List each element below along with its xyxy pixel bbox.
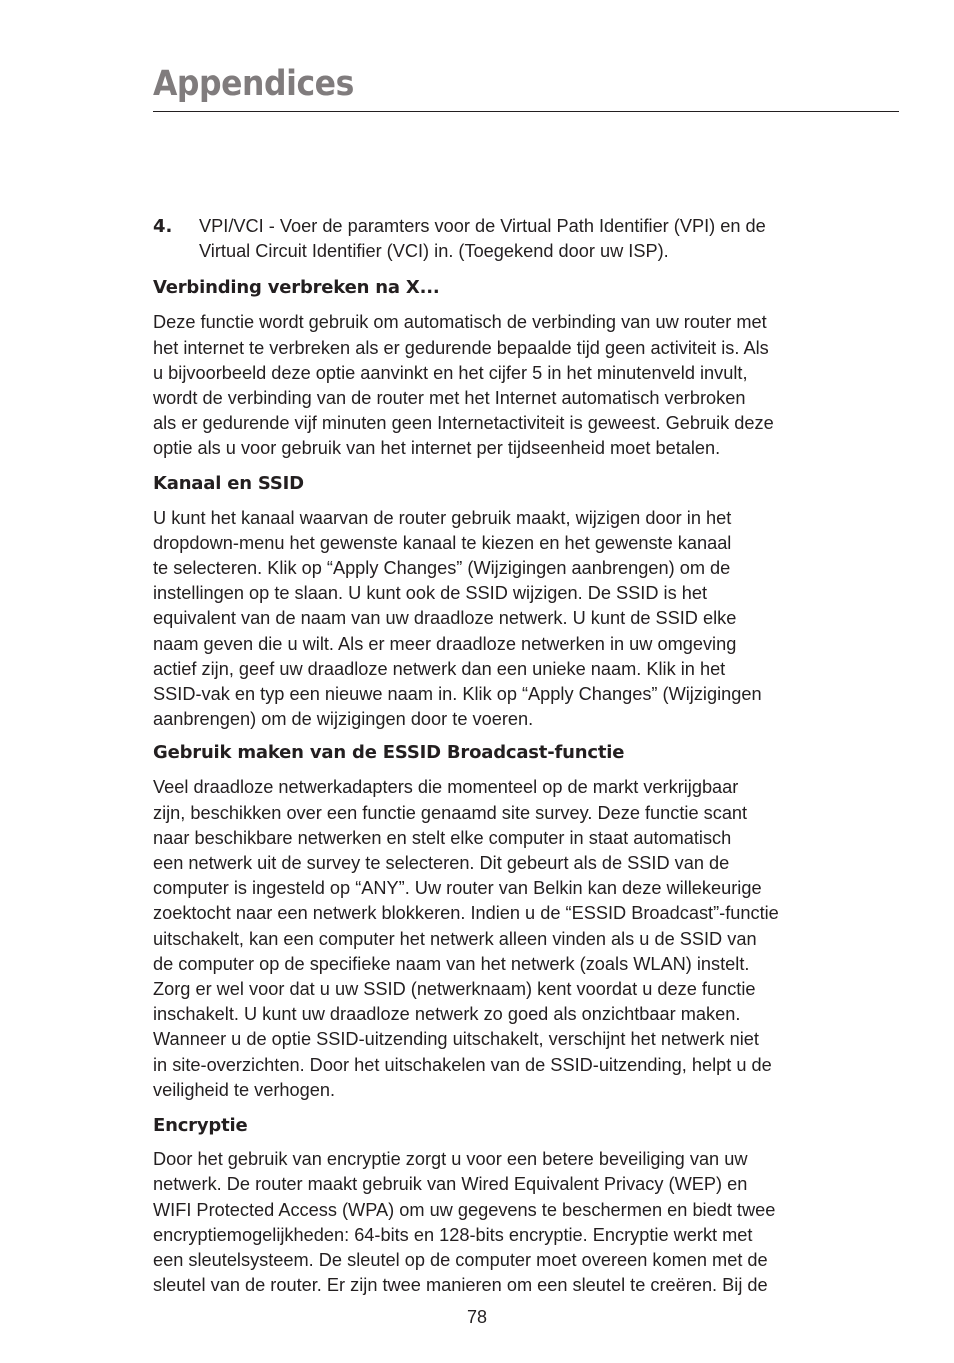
paragraph-line: naar beschikbare netwerken en stelt elke computer in staat automatisch — [153, 827, 732, 848]
step-4-line-1: VPI/VCI - Voer de paramters voor de Virtual Path Identifier (VPI) en de — [199, 216, 766, 236]
page-number: 78 — [466, 1307, 488, 1327]
paragraph-line: de computer op de specifieke naam van het netwerk (zoals WLAN) instelt. — [153, 953, 750, 974]
paragraph-line: in site-overzichten. Door het uitschakelen van de SSID-uitzending, helpt u de — [153, 1054, 772, 1075]
paragraph-line: u bijvoorbeeld deze optie aanvinkt en het cijfer 5 in het minutenveld invult, — [153, 362, 748, 383]
paragraph-line: Zorg er wel voor dat u uw SSID (netwerknaam) kent voordat u deze functie — [153, 979, 756, 1000]
paragraph-line: te selecteren. Klik op “Apply Changes” (Wijzigingen aanbrengen) om de — [153, 558, 731, 579]
paragraph-line: aanbrengen) om de wijzigingen door te voeren. — [153, 709, 534, 730]
paragraph-line: optie als u voor gebruik van het internet per tijdseenheid moet betalen. — [153, 438, 721, 459]
page-content — [153, 214, 893, 1298]
step-number: 4. — [153, 216, 173, 237]
paragraph-line: instellingen op te slaan. U kunt ook de SSID wijzigen. De SSID is het — [153, 583, 707, 604]
paragraph-line: Deze functie wordt gebruik om automatisch de verbinding van uw router met — [153, 312, 767, 333]
paragraph-line: Door het gebruik van encryptie zorgt u voor een betere beveiliging van uw — [153, 1149, 748, 1170]
paragraph-line: inschakelt. U kunt uw draadloze netwerk zo goed als onzichtbaar maken. — [153, 1004, 741, 1025]
heading-verbinding-verbreken: Verbinding verbreken na X... — [153, 277, 440, 299]
heading-encryptie: Encryptie — [153, 1115, 248, 1137]
step-4-line-2: Virtual Circuit Identifier (VCI) in. (Toegekend door uw ISP). — [199, 241, 669, 262]
paragraph-line: computer is ingesteld op “ANY”. Uw router van Belkin kan deze willekeurige — [153, 878, 762, 899]
paragraph-essid-broadcast — [153, 775, 893, 1103]
paragraph-line: een netwerk uit de survey te selecteren. Dit gebeurt als de SSID van de — [153, 853, 730, 874]
paragraph-line: equivalent van de naam van uw draadloze netwerk. U kunt de SSID elke — [153, 608, 737, 629]
paragraph-line: veiligheid te verhogen. — [153, 1079, 335, 1100]
paragraph-line: zoektocht naar een netwerk blokkeren. Indien u de “ESSID Broadcast”-functie — [153, 903, 779, 924]
paragraph-line: Veel draadloze netwerkadapters die momenteel op de markt verkrijgbaar — [153, 777, 739, 798]
paragraph-line: U kunt het kanaal waarvan de router gebruik maakt, wijzigen door in het — [153, 507, 732, 528]
paragraph-line: naam geven die u wilt. Als er meer draadloze netwerken in uw omgeving — [153, 633, 737, 654]
page-title: Appendices — [153, 64, 354, 104]
paragraph-line: uitschakelt, kan een computer het netwerk alleen vinden als u de SSID van — [153, 928, 757, 949]
paragraph-line: zijn, beschikken over een functie genaamd site survey. Deze functie scant — [153, 802, 748, 823]
paragraph-line: wordt de verbinding van de router met het Internet automatisch verbroken — [153, 388, 746, 409]
paragraph-verbinding-verbreken — [153, 310, 893, 461]
heading-kanaal-en-ssid: Kanaal en SSID — [153, 472, 304, 494]
paragraph-line: encryptiemogelijkheden: 64-bits en 128-bits encryptie. Encryptie werkt met — [153, 1224, 753, 1245]
paragraph-line: als er gedurende vijf minuten geen Internetactiviteit is geweest. Gebruik deze — [153, 413, 774, 434]
paragraph-line: actief zijn, geef uw draadloze netwerk dan een unieke naam. Klik in het — [153, 658, 726, 679]
header-rule — [153, 111, 899, 112]
paragraph-line: Wanneer u de optie SSID-uitzending uitschakelt, verschijnt het netwerk niet — [153, 1029, 759, 1050]
heading-essid-broadcast: Gebruik maken van de ESSID Broadcast-functie — [153, 742, 625, 764]
paragraph-line: een sleutelsysteem. De sleutel op de computer moet overeen komen met de — [153, 1249, 768, 1270]
paragraph-encryptie — [153, 1147, 893, 1298]
paragraph-line: het internet te verbreken als er gedurende bepaalde tijd geen activiteit is. Als — [153, 337, 769, 358]
step-4 — [153, 214, 893, 264]
paragraph-line: WIFI Protected Access (WPA) om uw gegevens te beschermen en biedt twee — [153, 1199, 776, 1220]
paragraph-line: netwerk. De router maakt gebruik van Wired Equivalent Privacy (WEP) en — [153, 1174, 748, 1195]
paragraph-kanaal-en-ssid — [153, 506, 893, 733]
paragraph-line: dropdown-menu het gewenste kanaal te kiezen en het gewenste kanaal — [153, 532, 732, 553]
paragraph-line: sleutel van de router. Er zijn twee manieren om een sleutel te creëren. Bij de — [153, 1275, 768, 1296]
page-header — [153, 62, 899, 106]
paragraph-line: SSID-vak en typ een nieuwe naam in. Klik op “Apply Changes” (Wijzigingen — [153, 684, 762, 705]
